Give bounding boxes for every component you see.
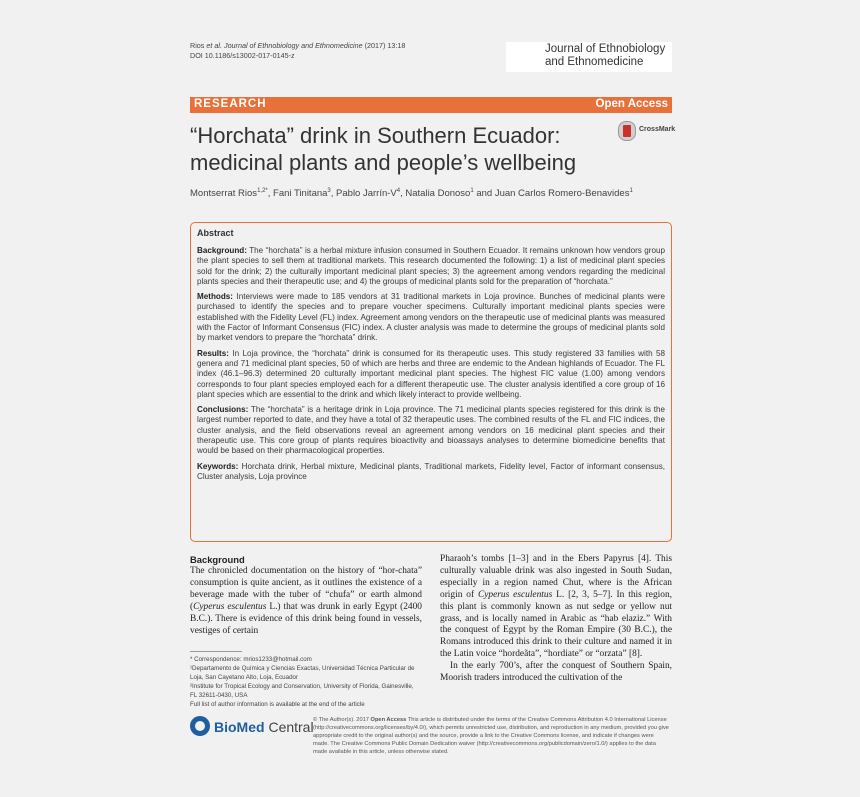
- abstract-box: [190, 222, 672, 542]
- author-info-note: Full list of author information is available at the end of the article: [190, 701, 365, 708]
- abstract-heading: Abstract: [197, 228, 234, 238]
- license-text: © The Author(s). 2017 Open Access This article is distributed under the terms of the Creative Commons Attribution 4.0 International License (http://creativecommons.org/licenses/by/4.0/), which permits unrestricted use, distribution, and reproduction in any medium, provided you give appropriate credit to the original author(s) and the source, provide a link to the Creative Commons license, and indicate if changes were made. The Creative Commons Public Domain Dedication waiver (http://creativecommons.org/publicdomain/zero/1.0/) applies to the data made available in this article, unless otherwise stated.: [313, 717, 669, 755]
- author[interactable]: and Juan Carlos Romero-Benavides$^1$: [473, 188, 633, 200]
- body-paragraph: Pharaoh’s tombs [1–3] and in the Ebers Papyrus [4]. This culturally valuable drink was also ingested in South Sudan, especially in a region named Chut, where is the African origin of Cyperus esculentus L. [2, 3, 5–7]. In this region, this plant is commonly known as nut sedge or yellow nut grass, and is locally named in Arabic as “hab elaziz.” With the conquest of Egypt by the Roman Empire (30 B.C.), the Romans introduced this drink to their culture and named it in the Latin voice “hordeãta”, “hordiate” or “orzata” [8].: [440, 554, 672, 660]
- crossmark-icon: [618, 121, 636, 141]
- article-title: “Horchata” drink in Southern Ecuador: medicinal plants and people’s wellbeing: [190, 123, 577, 175]
- biomed-central-logo[interactable]: BioMed Central: [190, 716, 310, 740]
- background-heading: Background: [190, 554, 245, 565]
- doi-line[interactable]: DOI 10.1186/s13002-017-0145-z: [190, 51, 295, 60]
- body-column-right: [440, 554, 672, 685]
- citation-line: Rios et al. Journal of Ethnobiology and Ethnomedicine (2017) 13:18: [190, 41, 406, 50]
- correspondence-note[interactable]: * Correspondence: mrios1233@hotmail.com: [190, 656, 312, 663]
- crossmark-badge[interactable]: CrossMark: [618, 121, 678, 143]
- section-label: RESEARCH: [194, 98, 267, 110]
- author[interactable]: Montserrat Rios$^{1,2*}$: [190, 188, 268, 200]
- affiliation-note: ¹Departamento de Química y Ciencias Exactas, Universidad Técnica Particular de Loja, San Cayetano Alto, Loja, Ecuador: [190, 665, 415, 681]
- abstract-conclusions: Conclusions: The “horchata” is a heritage drink in Loja province. The 71 medicinal plants species registered for this drink is the largest number reported to date, and they have a total of 32 therapeutic uses. The combined results of the FL and FIC indices, the cluster analysis, and the field observations reveal an agreement among vendors on 16 medicinal plant species and their therapeutic use. This core group of plants requires bioactivity and bioassays analyses to determine biomedicine benefits that would be based on their pharmacological properties.: [197, 405, 665, 456]
- abstract-methods: Methods: Interviews were made to 185 vendors at 31 traditional markets in Loja province. Bunches of medicinal plants were purchased to identify the species and to prepare voucher specimens. Culturally important medicinal plants species were established with the Fidelity Level (FL) index. Agreement among vendors on the therapeutic use of medicinal plants was measured with the Factor of Informant Consensus (FIC) index. A cluster analysis was made to determine the groups of medicinal plants sold by market vendors to prepare the “horchata” drink.: [197, 292, 665, 343]
- body-column-left: The chronicled documentation on the history of “hor-chata” consumption is quite ancient, as it outlines the existence of a beverage made with the tuber of “chufa” or earth almond (Cyperus esculentus L.) that was drunk in early Egypt (2400 B.C.). There is evidence of this drink being found in vessels, vestiges of certain: [190, 566, 422, 636]
- abstract-background: Background: The “horchata” is a herbal mixture infusion consumed in Southern Ecuador. It remains unknown how vendors group the plant species to sell them at traditional markets. This research documented the following: 1) a list of medicinal plant species sold for the drink; 2) the culturally important medicinal plant species; 3) the agreement among vendors regarding the medicinal plants species and their therapeutic use; and 4) the groups of medicinal plants sold for the preparation of “horchata.”: [197, 246, 665, 286]
- author-list: [190, 188, 633, 199]
- biomed-central-icon: [190, 716, 210, 736]
- affiliation-note: ²Institute for Tropical Ecology and Conservation, University of Florida, Gainesville, FL 32611-0430, USA: [190, 683, 414, 699]
- author[interactable]: , Natalia Donoso$^1$: [400, 188, 474, 200]
- journal-logo[interactable]: Journal of Ethnobiology and Ethnomedicine: [545, 43, 666, 68]
- abstract-keywords: Keywords: Horchata drink, Herbal mixture, Medicinal plants, Traditional markets, Fidelity level, Factor of informant consensus, Cluster analysis, Loja province: [197, 461, 665, 481]
- citation-block: [190, 41, 490, 61]
- footnotes: [190, 655, 422, 709]
- author[interactable]: , Fani Tinitana$^3$: [267, 188, 331, 200]
- open-access-label[interactable]: Open Access: [595, 98, 668, 110]
- abstract-results: Results: In Loja province, the “horchata” drink is consumed for its therapeutic uses. This study registered 33 families with 58 genera and 71 medicinal plant species, 50 of which are herbs and three are endemic to the Andean highlands of Ecuador. The FL index (46.1–96.3) determined 20 culturally important medicinal plant species. The highest FIC value (1.00) among vendors corresponds to four plant species employed each for a different therapeutic use. The cluster analysis identified a core group of 16 plant species which are essential to the drink and which likely interact to provide wellbeing.: [197, 348, 665, 399]
- footnote-divider: [190, 651, 242, 652]
- section-banner: [190, 97, 672, 113]
- author[interactable]: , Pablo Jarrín-$V^4$: [330, 188, 401, 200]
- body-paragraph: In the early 700’s, after the conquest of Southern Spain, Moorish traders introduced the cultivation of the: [440, 661, 672, 684]
